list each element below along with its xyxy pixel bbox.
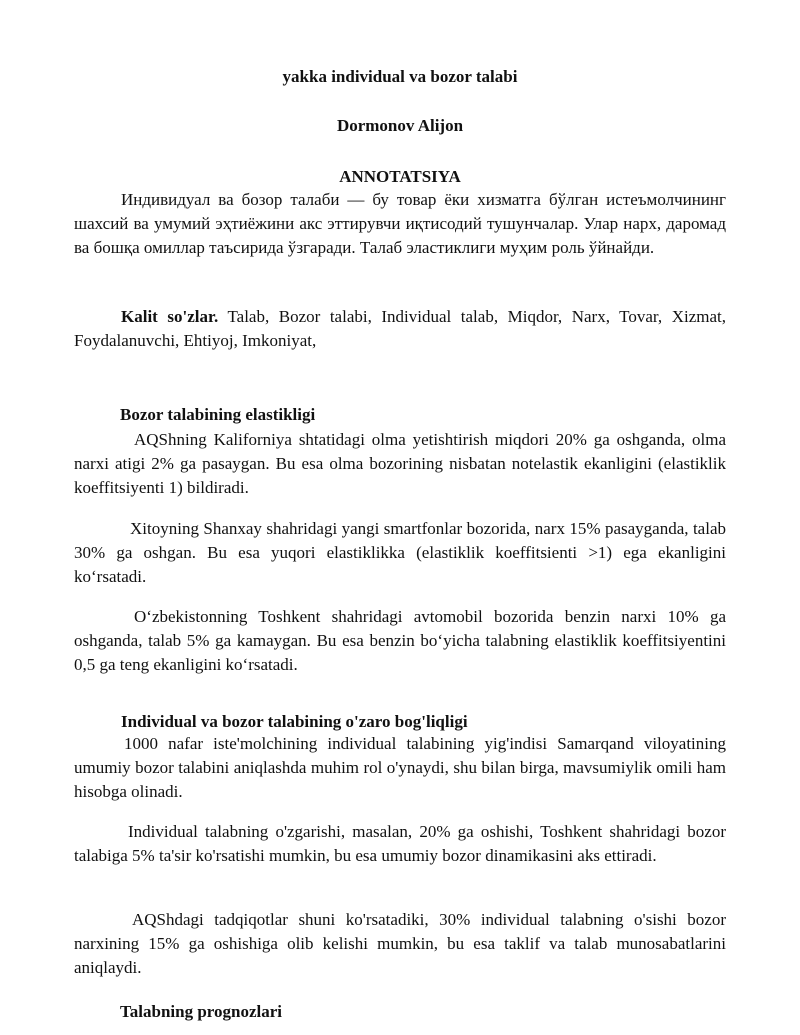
section-paragraph: AQShning Kaliforniya shtatidagi olma yetishtirish miqdori 20% ga oshganda, olma narxi atigi 2% ga pasaygan. Bu esa olma bozorining nisbatan notelastik ekanligini (elastiklik koeffitsiyenti 1) bildiradi. [74,430,726,497]
section-heading-interrelation: Individual va bozor talabining o'zaro bog'liqligi [121,712,468,731]
section-paragraph: AQShdagi tadqiqotlar shuni ko'rsatadiki, 30% individual talabning o'sishi bozor narxining 15% ga oshishiga olib kelishi mumkin, bu esa taklif va talab munosabatlarini aniqlaydi. [74,910,726,977]
document-title: yakka individual va bozor talabi [282,67,518,86]
section-paragraph: Individual talabning o'zgarishi, masalan, 20% ga oshishi, Toshkent shahridagi bozor talabiga 5% ta'sir ko'rsatishi mumkin, bu esa umumiy bozor dinamikasini aks ettiradi. [74,822,726,865]
section-heading-elasticity: Bozor talabining elastikligi [120,405,316,424]
section-paragraph: O‘zbekistonning Toshkent shahridagi avtomobil bozorida benzin narxi 10% ga oshganda, talab 5% ga kamaygan. Bu esa benzin bo‘yicha talabning elastiklik koeffitsiyentini 0,5 ga teng ekanligini ko‘rsatadi. [74,607,726,674]
annotation-paragraph: Индивидуал ва бозор талаби — бу товар ёки хизматга бўлган истеъмолчининг шахсий ва умумий эҳтиёжини акс эттирувчи иқтисодий тушунчалар. Улар нарх, даромад ва бошқа омиллар таъсирида ўзгаради. Талаб эластиклиги муҳим роль ўйнайди. [74,190,726,257]
keywords-paragraph [74,305,726,353]
annotation-heading: ANNOTATSIYA [339,167,461,186]
section-heading-forecasts: Talabning prognozlari [120,1002,283,1021]
keywords-list: Talab, Bozor talabi, Individual talab, Miqdor, Narx, Tovar, Xizmat, Foydalanuvchi, Ehtiyoj, Imkoniyat, [74,307,726,350]
keywords-label: Kalit so'zlar. [121,307,219,326]
section-paragraph: 1000 nafar iste'molchining individual talabining yig'indisi Samarqand viloyatining umumiy bozor talabini aniqlashda muhim rol o'ynaydi, shu bilan birga, mavsumiylik omili ham hisobga olinadi. [74,734,726,801]
section-paragraph: Xitoyning Shanxay shahridagi yangi smartfonlar bozorida, narx 15% pasayganda, talab 30% ga oshgan. Bu esa yuqori elastiklikka (elastiklik koeffitsienti >1) ega ekanligini ko‘rsatadi. [74,519,726,586]
author-name: Dormonov Alijon [336,116,464,135]
